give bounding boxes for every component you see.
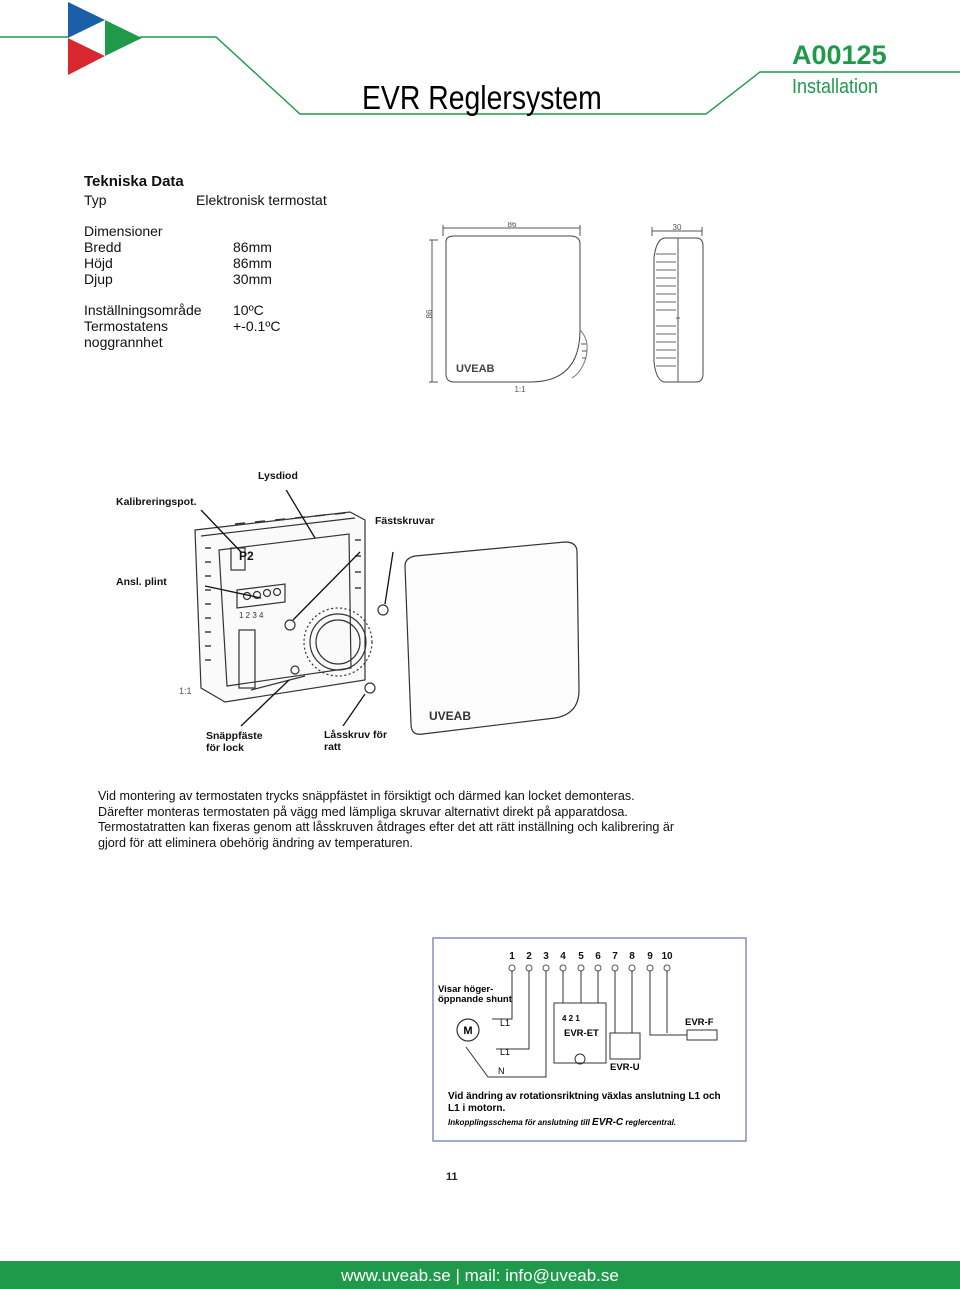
motor-label: M [463,1025,473,1037]
led-callout: Lysdiod [258,470,298,482]
instruction-line: Termostatratten kan fixeras genom att låsskruven åtdrages efter det att rätt inställning och kalibrering är [98,820,675,835]
thermostat-cover [405,542,579,734]
screws-callout: Fästskruvar [375,515,435,527]
width-dimension: 86 [507,222,517,229]
evr-f-label: EVR-F [685,1017,714,1028]
spec-range-value: 10ºC [233,302,264,318]
uveab-logo-icon [68,2,142,75]
section-name: Installation [792,76,879,98]
spec-type-label: Typ [84,192,107,208]
document-code: A00125 [792,40,887,70]
spec-accuracy-label-1: Termostatens [84,318,169,334]
instruction-line: gjord för att eliminera obehörig ändring av temperaturen. [98,835,414,850]
terminal-numbers: 1 2 3 4 [239,611,264,620]
evr-u-label: EVR-U [610,1062,640,1073]
p2-label: P2 [239,549,254,563]
l1-top-label: L1 [500,1018,511,1028]
evr-et-label: EVR-ET [564,1028,599,1039]
wiring-note-1: Vid ändring av rotationsriktning växlas anslutning L1 och [448,1091,721,1102]
spec-width-label: Bredd [84,239,122,255]
front-view-logo: UVEAB [456,363,495,375]
calibration-callout: Kalibreringspot. [116,496,197,508]
spec-depth-value: 30mm [233,271,272,287]
svg-text:2: 2 [526,951,532,962]
spec-dimensions-heading: Dimensioner [84,223,163,239]
document-title: EVR Reglersystem [362,79,602,116]
thermostat-illustration [165,490,585,745]
spec-width-value: 86mm [233,239,272,255]
mounting-instructions [98,789,718,851]
drawing-scale: 1:1 [514,385,526,394]
lock-callout-1: Låsskruv för [324,729,388,741]
wiring-caption-3: reglercentral. [625,1118,677,1127]
cover-logo: UVEAB [429,709,472,723]
svg-text:6: 6 [595,951,601,962]
snap-callout-1: Snäppfäste [206,730,263,742]
wiring-caption-2: EVR-C [592,1117,624,1128]
height-dimension: 86 [425,309,434,319]
spec-depth-label: Djup [84,271,113,287]
spec-height-value: 86mm [233,255,272,271]
spec-range-label: Inställningsområde [84,302,202,318]
wiring-caption [448,1117,676,1128]
wiring-caption-1: Inkopplingsschema för anslutning till [448,1118,590,1127]
dimension-drawing [420,222,710,394]
front-view [429,225,587,382]
svg-text:1: 1 [509,951,515,962]
footer-contact[interactable]: www.uveab.se | mail: info@uveab.se [341,1266,619,1285]
evr-et-pins: 4 2 1 [562,1014,580,1023]
spec-type-value: Elektronisk termostat [196,192,327,208]
svg-text:7: 7 [612,951,618,962]
wiring-note-2: L1 i motorn. [448,1103,506,1114]
svg-text:4: 4 [560,951,566,962]
side-vents [656,254,676,366]
svg-text:10: 10 [661,951,673,962]
spec-height-label: Höjd [84,255,113,271]
svg-text:8: 8 [629,951,635,962]
motor-note-2: öppnande shunt [438,994,512,1005]
neutral-label: N [498,1066,505,1076]
wiring-diagram [432,937,748,1143]
side-view [652,227,703,382]
spec-accuracy-label-2: noggrannhet [84,334,163,350]
lock-callout-2: ratt [324,741,341,753]
l1-bottom-label: L1 [500,1047,511,1057]
depth-dimension: 30 [672,223,682,232]
instruction-line: Därefter monteras termostaten på vägg med lämpliga skruvar alternativt direkt på apparatdosa. [98,804,628,819]
svg-text:5: 5 [578,951,584,962]
svg-text:9: 9 [647,951,653,962]
specs-heading: Tekniska Data [84,173,184,190]
illustration-scale: 1:1 [179,686,192,696]
snap-callout-2: för lock [206,742,244,754]
page-number: 11 [446,1171,458,1183]
svg-text:3: 3 [543,951,549,962]
motor-note-1: Visar höger- [438,984,494,995]
spec-accuracy-value: +-0.1ºC [233,318,281,334]
instruction-line: Vid montering av termostaten trycks snäppfästet in försiktigt och därmed kan locket demonteras. [98,789,635,803]
terminal-callout: Ansl. plint [116,576,167,588]
